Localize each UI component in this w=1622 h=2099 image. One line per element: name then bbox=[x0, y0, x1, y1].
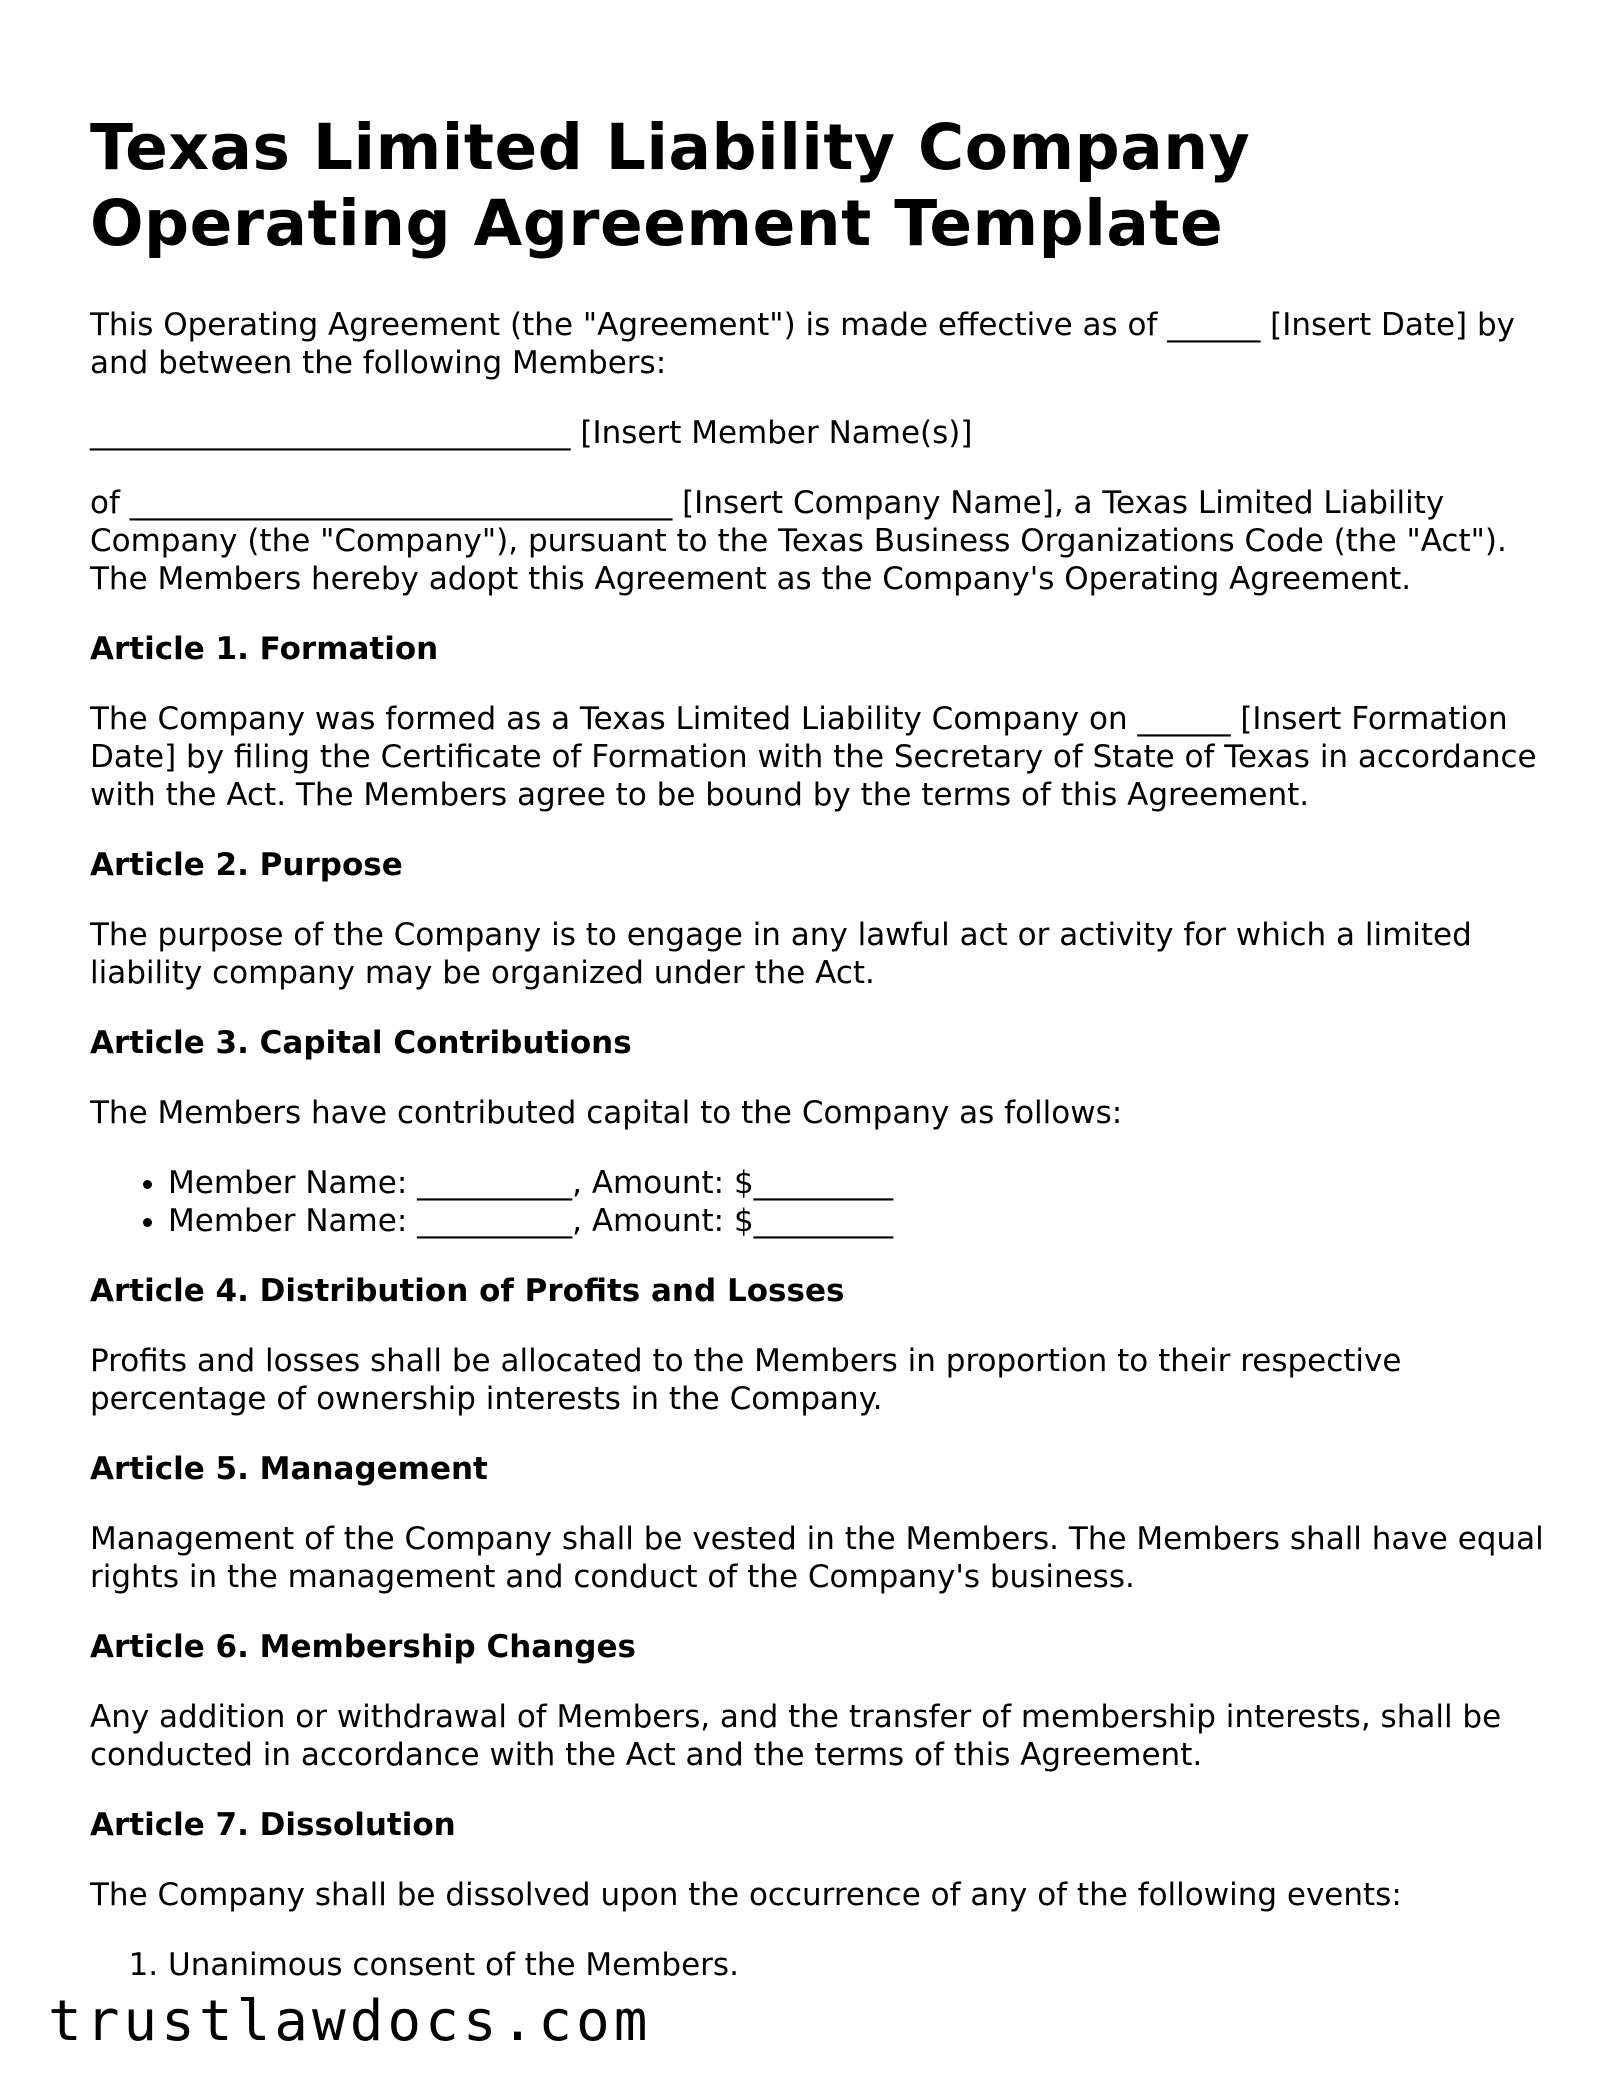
document-page bbox=[90, 110, 1550, 2016]
article-5-text: Management of the Company shall be vested in the Members. The Members shall have equal rights in the management and conduct of the Company's business. bbox=[90, 1521, 1544, 1595]
article-1-text: The Company was formed as a Texas Limited Liability Company on ______ [Insert Formation Date] by filing the Certificate of Formation with the Secretary of State of Texas in accordance with the Act. The Members agree to be bound by the terms of this Agreement. bbox=[90, 701, 1537, 813]
capital-contributions-list bbox=[90, 1164, 1550, 1240]
company-paragraph: of ___________________________________ [Insert Company Name], a Texas Limited Liability Company (the "Company"), pursuant to the Texas Business Organizations Code (the "Act"). The Members hereby adopt this Agreement as the Company's Operating Agreement. bbox=[90, 485, 1507, 597]
title-line-1: Texas Limited Liability Company bbox=[90, 111, 1251, 184]
article-1-heading: Article 1. Formation bbox=[90, 631, 439, 667]
document-title bbox=[90, 110, 1550, 262]
intro-paragraph: This Operating Agreement (the "Agreement") is made effective as of ______ [Insert Date] by and between the following Members: bbox=[90, 307, 1516, 381]
article-6-text: Any addition or withdrawal of Members, and the transfer of membership interests, shall be conducted in accordance with the Act and the terms of this Agreement. bbox=[90, 1699, 1502, 1773]
list-item: 1. Unanimous consent of the Members. bbox=[168, 1946, 1550, 1984]
members-line: _______________________________ [Insert Member Name(s)] bbox=[90, 415, 973, 451]
article-3-text: The Members have contributed capital to the Company as follows: bbox=[90, 1095, 1123, 1131]
article-6-heading: Article 6. Membership Changes bbox=[90, 1629, 636, 1665]
watermark-text: trustlawdocs.com bbox=[48, 1989, 652, 2054]
article-7-text: The Company shall be dissolved upon the occurrence of any of the following events: bbox=[90, 1877, 1402, 1913]
article-2-text: The purpose of the Company is to engage in any lawful act or activity for which a limited liability company may be organized under the Act. bbox=[90, 917, 1472, 991]
article-7-heading: Article 7. Dissolution bbox=[90, 1807, 456, 1843]
title-line-2: Operating Agreement Template bbox=[90, 187, 1224, 260]
article-4-text: Profits and losses shall be allocated to the Members in proportion to their respective percentage of ownership interests in the Company. bbox=[90, 1343, 1402, 1417]
list-item: • Member Name: __________, Amount: $_________ bbox=[168, 1202, 1550, 1240]
article-5-heading: Article 5. Management bbox=[90, 1451, 488, 1487]
article-2-heading: Article 2. Purpose bbox=[90, 847, 403, 883]
list-item: • Member Name: __________, Amount: $_________ bbox=[168, 1164, 1550, 1202]
dissolution-events-list bbox=[90, 1946, 1550, 1984]
article-3-heading: Article 3. Capital Contributions bbox=[90, 1025, 632, 1061]
article-4-heading: Article 4. Distribution of Profits and Losses bbox=[90, 1273, 845, 1309]
